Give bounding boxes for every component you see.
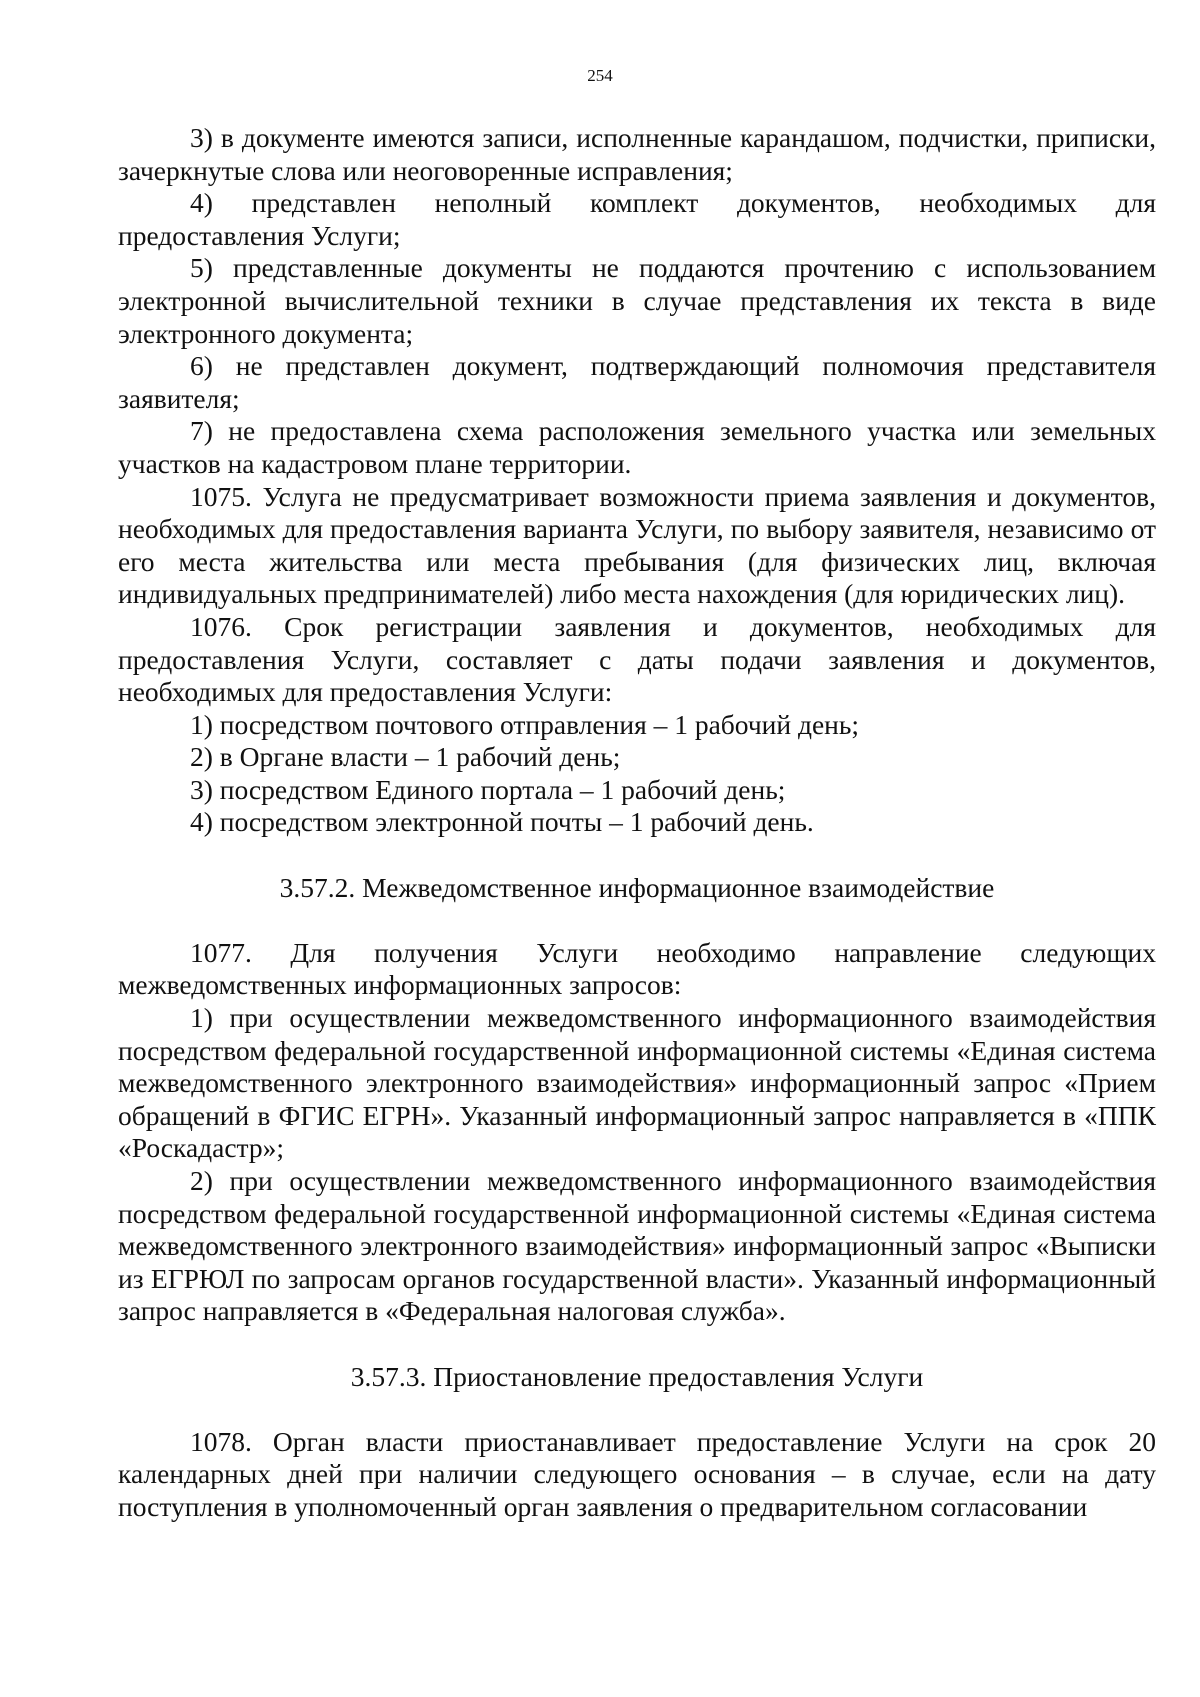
paragraph-1076: 1076. Срок регистрации заявления и документов, необходимых для предоставления Услуги, составляет с даты подачи заявления и документов, необходимых для предоставления Услуги: (118, 610, 1156, 708)
paragraph-item-7: 7) не предоставлена схема расположения земельного участка или земельных участков на кадастровом плане территории. (118, 415, 1156, 479)
paragraph-item-5: 5) представленные документы не поддаются прочтению с использованием электронной вычислительной техники в случае представления их текста в виде электронного документа; (118, 252, 1156, 349)
paragraph-1077-item-2: 2) при осуществлении межведомственного информационного взаимодействия посредством федеральной государственной информационной системы «Единая система межведомственного электронного взаимодействия» информационный запрос «Выписки из ЕГРЮЛ по запросам органов государственной власти». Указанный информационный запрос направляется в «Федеральная налоговая служба». (118, 1165, 1156, 1327)
paragraph-1077-item-1: 1) при осуществлении межведомственного информационного взаимодействия посредством федеральной государственной информационной системы «Единая система межведомственного электронного взаимодействия» информационный запрос «Прием обращений в ФГИС ЕГРН». Указанный информационный запрос направляется в «ППК «Роскадастр»; (118, 1002, 1156, 1164)
spacer (118, 1328, 1156, 1361)
paragraph-1076-item-2: 2) в Органе власти – 1 рабочий день; (190, 741, 621, 773)
paragraph-item-3: 3) в документе имеются записи, исполненные карандашом, подчистки, приписки, зачеркнутые слова или неоговоренные исправления; (118, 122, 1156, 186)
paragraph-1076-item-4: 4) посредством электронной почты – 1 рабочий день. (190, 806, 814, 838)
paragraph-1078: 1078. Орган власти приостанавливает предоставление Услуги на срок 20 календарных дней при наличии следующего основания – в случае, если на дату поступления в уполномоченный орган заявления о предварительном согласовании (118, 1425, 1156, 1522)
section-heading-3-57-2: 3.57.2. Межведомственное информационное взаимодействие (279, 871, 995, 903)
page-number: 254 (587, 66, 613, 85)
section-heading-3-57-3: 3.57.3. Приостановление предоставления Услуги (350, 1360, 924, 1392)
paragraph-1075: 1075. Услуга не предусматривает возможности приема заявления и документов, необходимых для предоставления варианта Услуги, по выбору заявителя, независимо от его места жительства или места пребывания (для физических лиц, включая индивидуальных предпринимателей) либо места нахождения (для юридических лиц). (118, 480, 1156, 610)
paragraph-1077: 1077. Для получения Услуги необходимо направление следующих межведомственных информационных запросов: (118, 936, 1156, 1001)
document-body (118, 122, 1156, 1524)
spacer (118, 1393, 1156, 1426)
spacer (118, 904, 1156, 937)
paragraph-1076-item-3: 3) посредством Единого портала – 1 рабочий день; (190, 773, 786, 805)
spacer (118, 839, 1156, 872)
paragraph-item-6: 6) не представлен документ, подтверждающий полномочия представителя заявителя; (118, 350, 1156, 414)
paragraph-item-4: 4) представлен неполный комплект документов, необходимых для предоставления Услуги; (118, 187, 1156, 251)
paragraph-1076-item-1: 1) посредством почтового отправления – 1 рабочий день; (190, 708, 860, 740)
